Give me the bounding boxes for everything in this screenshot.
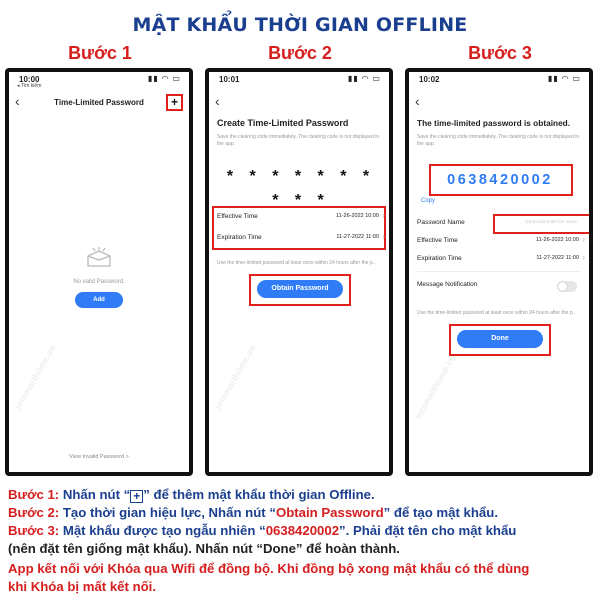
back-chevron-icon[interactable]: ‹ (215, 93, 220, 109)
add-button[interactable]: Add (75, 292, 123, 308)
generated-password: 0638420002 (447, 172, 553, 188)
signal-wifi-battery-icon: ▮▮ ◠ ▭ (348, 74, 381, 83)
plus-icon: + (130, 490, 143, 503)
screen-heading: The time-limited password is obtained. (417, 118, 571, 128)
divider (417, 271, 581, 272)
screen-heading: Create Time-Limited Password (217, 118, 349, 128)
watermark: iotsmarthome.vn (412, 353, 458, 421)
phone-3-screen (409, 72, 589, 472)
status-time: 10:00 (19, 75, 40, 84)
notification-toggle[interactable] (557, 281, 577, 292)
phone-1-screen (9, 72, 189, 472)
clearing-code-hint: Save the clearing code immediately. The clearing code is not displayed in the app. (417, 134, 580, 147)
phone-step-3 (405, 68, 593, 476)
instruction-text: ” để thêm mật khẩu thời gian Offline. (143, 487, 375, 502)
phone-2-screen (209, 72, 389, 472)
add-password-plus-icon[interactable]: + (166, 94, 183, 111)
watermark: iotsmarthome.vn (12, 343, 58, 411)
copy-link[interactable]: Copy (421, 198, 436, 204)
instruction-step-1 (8, 486, 594, 503)
expiration-time-label: Expiration Time (217, 234, 262, 241)
masked-password: * * * * * * * * * * (226, 168, 376, 209)
signal-wifi-battery-icon: ▮▮ ◠ ▭ (548, 74, 581, 83)
back-chevron-icon[interactable]: ‹ (15, 93, 20, 109)
effective-time-value: 11-26-2022 10:00 (535, 237, 579, 243)
effective-time-row[interactable] (217, 208, 385, 226)
step-2-title: Bước 2 (268, 43, 332, 63)
name-highlight (493, 214, 589, 234)
chevron-right-icon: › (382, 232, 385, 241)
chevron-right-icon: › (582, 253, 585, 262)
expiration-time-row[interactable] (217, 229, 385, 247)
instruction-step-2 (8, 504, 594, 521)
instruction-label: Bước 3: (8, 523, 60, 538)
usage-hint: Use the time-limited password at least once within 24 hours after the p... (217, 260, 377, 266)
instruction-text: Nhấn nút “ (59, 487, 131, 502)
clearing-code-hint: Save the clearing code immediately. The clearing code is not displayed in the app. (217, 134, 380, 147)
watermark: iotsmarthome.vn (212, 343, 258, 411)
instruction-text: Tạo thời gian hiệu lực, Nhấn nút “ (59, 505, 276, 520)
toggle-knob (558, 282, 567, 291)
empty-text: No valid Password. (73, 279, 125, 285)
instruction-label: Bước 1: (8, 487, 60, 502)
status-bar (409, 72, 589, 88)
chevron-right-icon: › (582, 235, 585, 244)
nav-title: Time-Limited Password (54, 98, 144, 107)
status-bar (9, 72, 189, 88)
expiration-time-row[interactable] (417, 250, 585, 268)
phone-step-2 (205, 68, 393, 476)
instruction-text: Mật khẩu được tạo ngẫu nhiên “ (59, 523, 266, 538)
message-notification-row (417, 276, 585, 294)
instruction-highlight: 0638420002 (265, 523, 340, 538)
sync-warning-line-1: App kết nối với Khóa qua Wifi để đồng bộ. Khi đồng bộ xong mật khẩu có thể dùng (8, 561, 530, 576)
instruction-step-3 (8, 522, 594, 539)
status-back-label[interactable]: ◂ Tìm kiếm (17, 83, 42, 89)
effective-time-label: Effective Time (217, 213, 258, 220)
empty-box-icon (9, 247, 189, 275)
view-invalid-link[interactable]: View Invalid Password > (69, 454, 129, 460)
instruction-highlight: Obtain Password (275, 505, 384, 520)
instruction-text: ” để tạo mật khẩu. (383, 505, 498, 520)
step-1-title: Bước 1 (68, 43, 132, 63)
step-3-title: Bước 3 (468, 43, 532, 63)
password-name-input[interactable]: (Optional) Enter the name (525, 219, 577, 224)
effective-time-row[interactable] (417, 232, 585, 250)
message-notification-label: Message Notification (417, 281, 478, 288)
expiration-time-label: Expiration Time (417, 255, 462, 262)
phone-step-1 (5, 68, 193, 476)
status-bar (209, 72, 389, 88)
status-time: 10:02 (419, 75, 440, 84)
done-button[interactable]: Done (457, 330, 543, 348)
chevron-right-icon: › (382, 211, 385, 220)
obtain-password-button[interactable]: Obtain Password (257, 280, 343, 298)
expiration-time-value: 11-27-2022 11:00 (336, 234, 379, 240)
instruction-label: Bước 2: (8, 505, 60, 520)
usage-hint: Use the time-limited password at least once within 24 hours after the p... (417, 310, 577, 316)
page-title: MẬT KHẨU THỜI GIAN OFFLINE (132, 14, 468, 36)
signal-wifi-battery-icon: ▮▮ ◠ ▭ (148, 74, 181, 83)
instruction-step-3-cont: (nên đặt tên giống mật khẩu). Nhấn nút “Done” để hoàn thành. (8, 541, 400, 556)
instruction-text: ”. Phải đặt tên cho mật khẩu (339, 523, 517, 538)
sync-warning-line-2: khi Khóa bị mất kết nối. (8, 579, 157, 594)
status-time: 10:01 (219, 75, 240, 84)
effective-time-label: Effective Time (417, 237, 458, 244)
empty-state (9, 247, 189, 285)
effective-time-value: 11-26-2022 10:00 (335, 213, 379, 219)
password-name-label: Password Name (417, 219, 465, 226)
back-chevron-icon[interactable]: ‹ (415, 93, 420, 109)
expiration-time-value: 11-27-2022 11:00 (536, 255, 579, 261)
